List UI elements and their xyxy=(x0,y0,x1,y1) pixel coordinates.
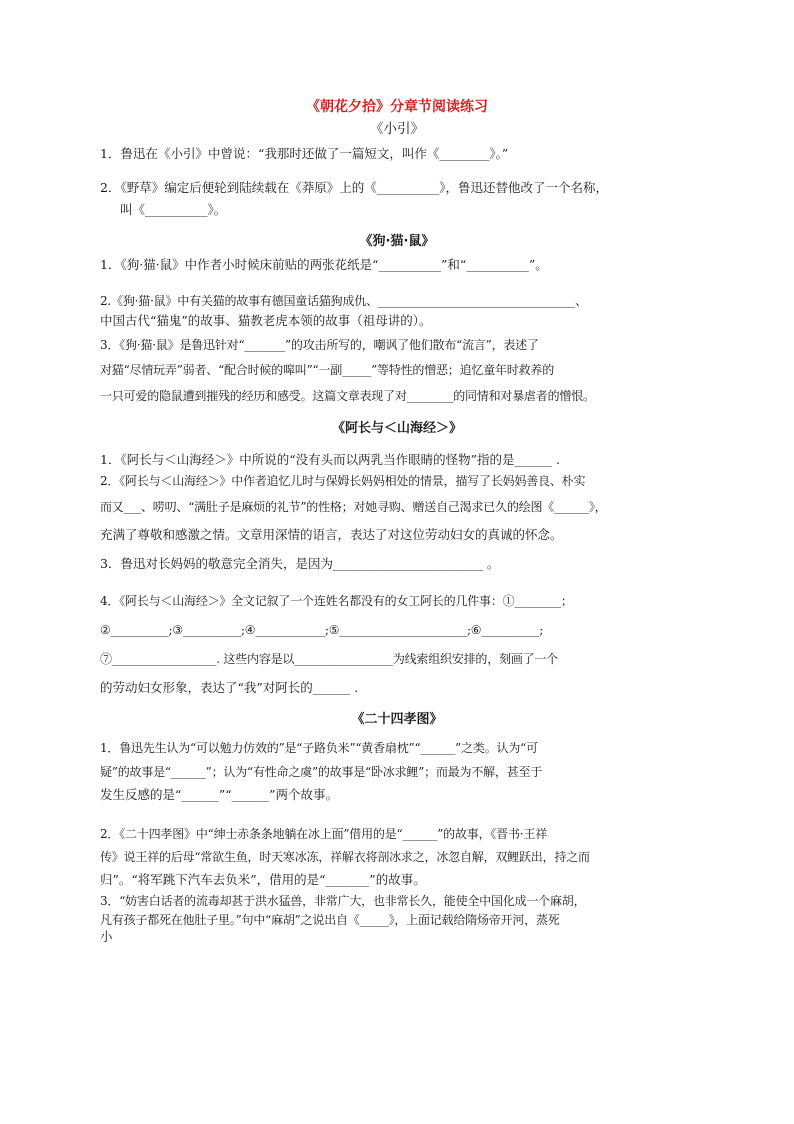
question-line: 叫《__________》。 xyxy=(120,202,227,217)
question-line: 1．《狗·猫·鼠》中作者小时候床前贴的两张花纸是“__________”和“__________”。 xyxy=(100,257,548,272)
question-line: 2．《二十四孝图》中“绅士赤条条地躺在冰上面”借用的是“______”的故事，《晋书·王祥 xyxy=(100,827,547,841)
section-title-a-chang: 《阿长与＜山海经＞》 xyxy=(331,421,462,436)
question-line: 充满了尊敬和感激之情。文章用深情的语言，表达了对这位劳动妇女的真诚的怀念。 xyxy=(100,527,563,542)
question-line: 疑”的故事是“______”；认为“有性命之虞”的故事是“卧冰求鲤”；而最为不解，甚至于 xyxy=(100,765,543,779)
question-line: 发生反感的是“______”“______”两个故事。 xyxy=(100,787,339,802)
question-line: 归”。“将军跳下汽车去负米”，借用的是“_______”的故事。 xyxy=(100,872,426,887)
question-line: 凡有孩子都死在他肚子里。”句中“麻胡”之说出自《_____》，上面记载给隋炀帝开河，蒸死 xyxy=(100,913,560,927)
section-title-gou-mao-shu: 《狗·猫·鼠》 xyxy=(359,234,435,249)
question-line: 1．《阿长与＜山海经＞》中所说的“没有头而以两乳当作眼睛的怪物”指的是______ . xyxy=(100,452,560,467)
question-line: 2.《狗·猫·鼠》中有关猫的故事有德国童话猫狗成仇、__________________________________、 xyxy=(100,294,587,308)
section-title-ershisi: 《二十四孝图》 xyxy=(351,712,443,727)
page-title: 《朝花夕拾》分章节阅读练习 xyxy=(306,99,488,115)
question-line: 1．鲁迅在《小引》中曾说：“我那时还做了一篇短文，叫作《________》。” xyxy=(100,146,509,161)
question-line: 一只可爱的隐鼠遭到摧残的经历和感受。这篇文章表现了对________的同情和对暴虐者的憎恨。 xyxy=(100,389,595,403)
question-line: 3．“妨害白话者的流毒却甚于洪水猛兽，非常广大，也非常长久，能使全中国化成一个麻胡， xyxy=(100,894,586,908)
question-line: 对猫“尽情玩弄”弱者、“配合时候的嗥叫”“一副_____”等特性的憎恶；追忆童年时救养的 xyxy=(100,363,555,377)
question-line: 而又___、唠叨、“满肚子是麻烦的礼节”的性格；对她寻购、赠送自己渴求已久的绘图《______》， xyxy=(100,500,607,514)
question-line: 3．《狗·猫·鼠》是鲁迅针对“_______”的攻击所写的，嘲讽了他们散布“流言”，表述了 xyxy=(100,338,539,352)
question-line: 1．鲁迅先生认为“可以勉力仿效的”是“子路负米”“黄香扇枕”“______”之类。认为“可 xyxy=(100,741,538,755)
question-line: 中国古代“猫鬼”的故事、猫教老虎本领的故事（祖母讲的）。 xyxy=(100,313,432,328)
question-line: 2．《野草》编定后便轮到陆续载在《莽原》上的《__________》，鲁迅还替他改了一个名称， xyxy=(100,180,608,195)
question-line: 3．鲁迅对长妈妈的敬意完全消失，是因为________________________ 。 xyxy=(100,556,500,571)
section-title-xiaoyin: 《小引》 xyxy=(370,121,424,137)
question-line: 的劳动妇女形象，表达了“我”对阿长的______ . xyxy=(100,680,359,695)
question-line: 小 xyxy=(100,929,113,944)
question-line: 2．《阿长与＜山海经＞》中作者追忆儿时与保姆长妈妈相处的情景，描写了长妈妈善良、朴实 xyxy=(100,474,586,488)
question-line: ②__________;③__________;④____________;⑤______________________;⑥__________; xyxy=(100,623,544,637)
question-line: 4．《阿长与＜山海经＞》全文记叙了一个连姓名都没有的女工阿长的几件事：①________； xyxy=(100,594,573,608)
question-line: 传》说王祥的后母“常欲生鱼，时天寒冰冻，祥解衣将剖冰求之，冰忽自解，双鲤跃出，持之而 xyxy=(100,850,590,864)
question-line: ⑦__________________. 这些内容是以_________________为线索组织安排的，刻画了一个 xyxy=(100,652,559,666)
